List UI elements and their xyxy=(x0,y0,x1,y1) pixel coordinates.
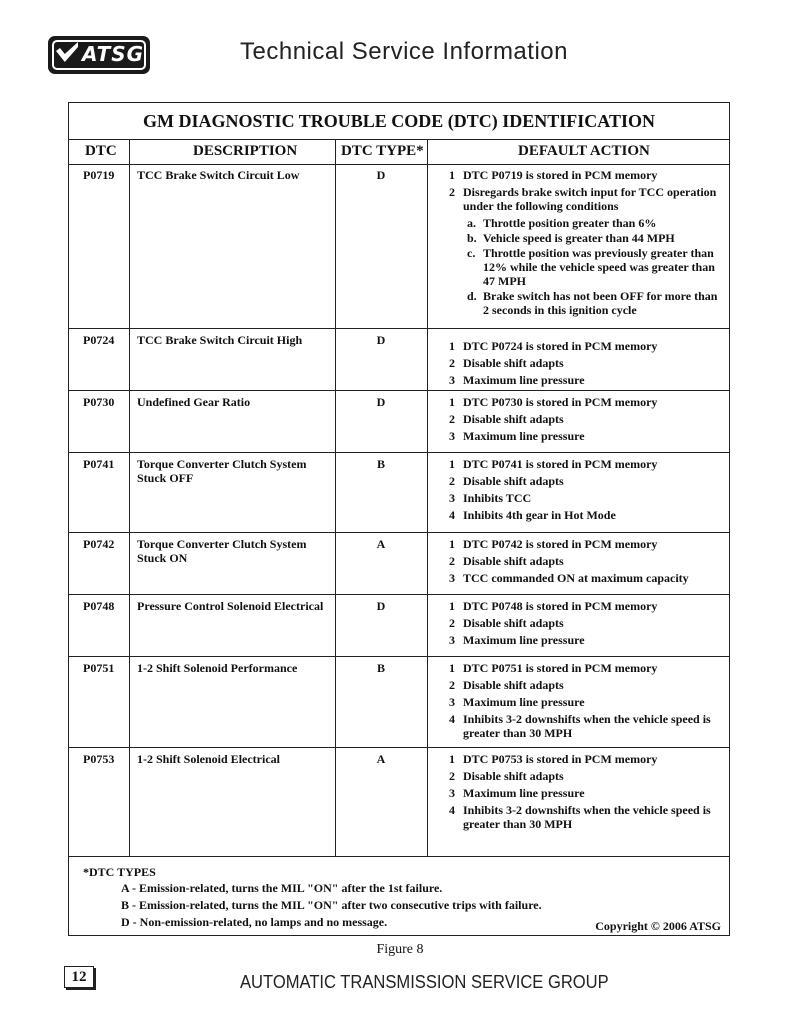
action-number: 3 xyxy=(449,429,455,443)
action-number: 3 xyxy=(449,786,455,800)
action-text: Inhibits 3-2 downshifts when the vehicle speed is greater than 30 MPH xyxy=(463,712,711,740)
action-number: 2 xyxy=(449,769,455,783)
dtc-type: B xyxy=(376,661,385,675)
action-text: Maximum line pressure xyxy=(463,633,585,647)
action-item xyxy=(449,695,724,709)
action-subitem xyxy=(449,231,724,245)
dtc-description: Torque Converter Clutch System Stuck OFF xyxy=(137,457,307,485)
page-footer: AUTOMATIC TRANSMISSION SERVICE GROUP xyxy=(240,972,609,992)
dtc-description: Undefined Gear Ratio xyxy=(137,395,251,409)
column-header-dtc: DTC xyxy=(85,143,117,159)
action-number: 1 xyxy=(449,661,455,675)
action-item xyxy=(449,769,724,783)
dtc-description: 1-2 Shift Solenoid Electrical xyxy=(137,752,280,766)
action-item xyxy=(449,571,724,585)
action-item xyxy=(449,712,724,740)
dtc-code: P0742 xyxy=(83,537,115,551)
action-item xyxy=(449,616,724,630)
action-text: Disregards brake switch input for TCC operation under the following conditions xyxy=(463,185,717,213)
default-action-list xyxy=(449,168,724,318)
dtc-type: D xyxy=(376,168,386,182)
dtc-type: D xyxy=(376,333,386,347)
table-row xyxy=(69,164,729,329)
subitem-letter: a. xyxy=(467,216,476,230)
action-text: Maximum line pressure xyxy=(463,429,585,443)
notes-title: *DTC TYPES xyxy=(83,865,156,879)
table-header-row xyxy=(69,139,729,165)
action-number: 1 xyxy=(449,457,455,471)
action-item xyxy=(449,752,724,766)
dtc-description: Pressure Control Solenoid Electrical xyxy=(137,599,324,613)
action-text: Maximum line pressure xyxy=(463,373,585,387)
action-item xyxy=(449,554,724,568)
dtc-description: TCC Brake Switch Circuit Low xyxy=(137,168,300,182)
default-action-list xyxy=(449,457,724,525)
action-item xyxy=(449,491,724,505)
action-item xyxy=(449,339,724,353)
action-subitem xyxy=(449,289,724,317)
action-text: Maximum line pressure xyxy=(463,695,585,709)
table-row xyxy=(69,329,729,391)
action-text: Disable shift adapts xyxy=(463,356,564,370)
table-row xyxy=(69,453,729,533)
default-action-list xyxy=(449,339,724,390)
table-row xyxy=(69,533,729,595)
action-item xyxy=(449,786,724,800)
action-item xyxy=(449,457,724,471)
action-text: Disable shift adapts xyxy=(463,769,564,783)
subitem-text: Throttle position was previously greater than 12% while the vehicle speed was greater than 47 MPH xyxy=(483,246,715,288)
note-line: B - Emission-related, turns the MIL "ON" after two consecutive trips with failure. xyxy=(121,898,542,912)
action-text: DTC P0742 is stored in PCM memory xyxy=(463,537,658,551)
dtc-code: P0753 xyxy=(83,752,115,766)
table-row xyxy=(69,391,729,453)
dtc-description: 1-2 Shift Solenoid Performance xyxy=(137,661,298,675)
action-item xyxy=(449,599,724,613)
table-row xyxy=(69,748,729,857)
dtc-type: D xyxy=(376,395,386,409)
action-item xyxy=(449,537,724,551)
subitem-letter: b. xyxy=(467,231,477,245)
default-action-list xyxy=(449,599,724,650)
action-number: 2 xyxy=(449,678,455,692)
action-item xyxy=(449,474,724,488)
action-text: Disable shift adapts xyxy=(463,474,564,488)
action-number: 3 xyxy=(449,633,455,647)
action-item xyxy=(449,803,724,831)
action-subitem xyxy=(449,216,724,230)
subitem-text: Throttle position greater than 6% xyxy=(483,216,657,230)
action-item xyxy=(449,373,724,387)
page-number: 12 xyxy=(64,966,94,988)
subitem-letter: c. xyxy=(467,246,476,260)
action-text: Maximum line pressure xyxy=(463,786,585,800)
action-item xyxy=(449,508,724,522)
action-item xyxy=(449,633,724,647)
dtc-code: P0741 xyxy=(83,457,115,471)
dtc-code: P0748 xyxy=(83,599,115,613)
dtc-code: P0730 xyxy=(83,395,115,409)
subitem-text: Vehicle speed is greater than 44 MPH xyxy=(483,231,675,245)
default-action-list xyxy=(449,661,724,743)
action-item xyxy=(449,168,724,182)
action-item xyxy=(449,395,724,409)
dtc-type-notes xyxy=(69,857,729,937)
dtc-table xyxy=(68,102,730,936)
action-number: 2 xyxy=(449,474,455,488)
dtc-type: B xyxy=(376,457,385,471)
action-number: 1 xyxy=(449,395,455,409)
table-row xyxy=(69,595,729,657)
logo-text: ATSG xyxy=(82,42,145,66)
action-number: 2 xyxy=(449,412,455,426)
action-text: DTC P0753 is stored in PCM memory xyxy=(463,752,658,766)
action-number: 3 xyxy=(449,373,455,387)
page-header-title: Technical Service Information xyxy=(240,38,568,65)
dtc-description: Torque Converter Clutch System Stuck ON xyxy=(137,537,307,565)
action-item xyxy=(449,356,724,370)
action-text: Disable shift adapts xyxy=(463,554,564,568)
table-title: GM DIAGNOSTIC TROUBLE CODE (DTC) IDENTIFICATION xyxy=(69,103,729,140)
action-text: Disable shift adapts xyxy=(463,412,564,426)
action-number: 4 xyxy=(449,508,455,522)
action-number: 3 xyxy=(449,491,455,505)
action-number: 1 xyxy=(449,599,455,613)
action-number: 2 xyxy=(449,616,455,630)
subitem-text: Brake switch has not been OFF for more than 2 seconds in this ignition cycle xyxy=(483,289,718,317)
dtc-description: TCC Brake Switch Circuit High xyxy=(137,333,303,347)
action-number: 3 xyxy=(449,695,455,709)
action-number: 1 xyxy=(449,752,455,766)
default-action-list xyxy=(449,537,724,588)
action-subitem xyxy=(449,246,724,288)
action-item xyxy=(449,412,724,426)
action-item xyxy=(449,678,724,692)
action-number: 1 xyxy=(449,168,455,182)
note-line: A - Emission-related, turns the MIL "ON" after the 1st failure. xyxy=(121,881,443,895)
action-text: Inhibits 3-2 downshifts when the vehicle speed is greater than 30 MPH xyxy=(463,803,711,831)
action-text: DTC P0724 is stored in PCM memory xyxy=(463,339,658,353)
action-text: Disable shift adapts xyxy=(463,678,564,692)
action-text: DTC P0741 is stored in PCM memory xyxy=(463,457,658,471)
dtc-type: A xyxy=(376,537,386,551)
action-item xyxy=(449,185,724,213)
default-action-list xyxy=(449,395,724,446)
action-text: DTC P0730 is stored in PCM memory xyxy=(463,395,658,409)
table-row xyxy=(69,657,729,748)
action-number: 1 xyxy=(449,339,455,353)
action-number: 3 xyxy=(449,571,455,585)
dtc-type: A xyxy=(376,752,386,766)
action-number: 1 xyxy=(449,537,455,551)
default-action-list xyxy=(449,752,724,834)
action-number: 4 xyxy=(449,803,455,817)
action-number: 4 xyxy=(449,712,455,726)
dtc-code: P0724 xyxy=(83,333,115,347)
dtc-type: D xyxy=(376,599,386,613)
copyright: Copyright © 2006 ATSG xyxy=(595,919,721,933)
action-number: 2 xyxy=(449,185,455,199)
note-line: D - Non-emission-related, no lamps and no message. xyxy=(121,915,388,929)
action-item xyxy=(449,661,724,675)
action-text: DTC P0748 is stored in PCM memory xyxy=(463,599,658,613)
action-number: 2 xyxy=(449,554,455,568)
dtc-code: P0719 xyxy=(83,168,115,182)
figure-label: Figure 8 xyxy=(376,942,424,957)
action-text: DTC P0751 is stored in PCM memory xyxy=(463,661,658,675)
dtc-code: P0751 xyxy=(83,661,115,675)
column-header-description: DESCRIPTION xyxy=(193,143,298,159)
action-text: Disable shift adapts xyxy=(463,616,564,630)
action-text: DTC P0719 is stored in PCM memory xyxy=(463,168,658,182)
action-text: Inhibits 4th gear in Hot Mode xyxy=(463,508,616,522)
action-item xyxy=(449,429,724,443)
column-header-dtc-type: DTC TYPE* xyxy=(341,143,424,159)
atsg-logo xyxy=(48,36,150,74)
action-text: TCC commanded ON at maximum capacity xyxy=(463,571,689,585)
column-header-default-action: DEFAULT ACTION xyxy=(518,143,650,159)
subitem-letter: d. xyxy=(467,289,477,303)
action-text: Inhibits TCC xyxy=(463,491,532,505)
action-number: 2 xyxy=(449,356,455,370)
